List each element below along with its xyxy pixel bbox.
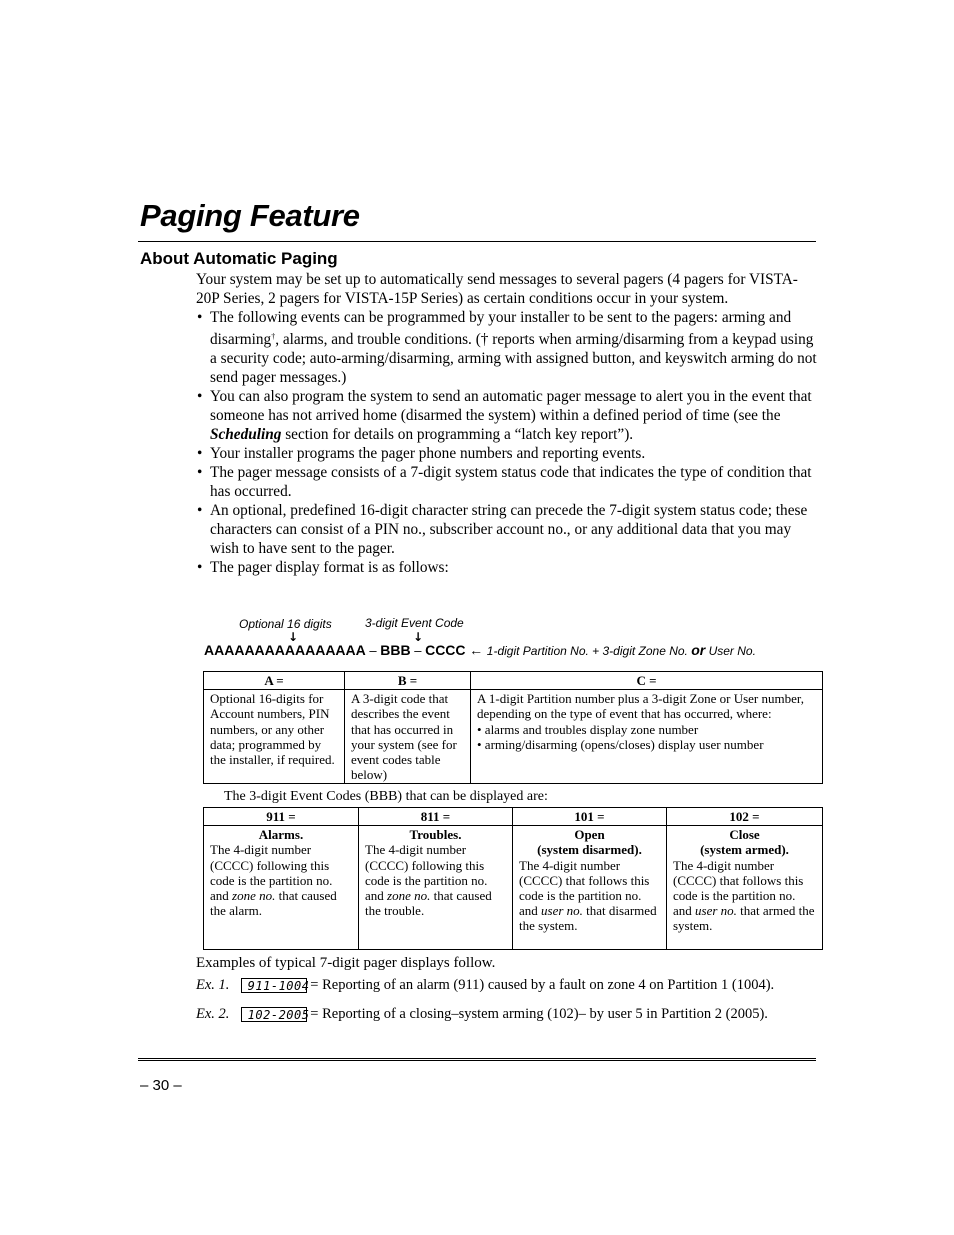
- pager-format-line: [204, 642, 756, 658]
- page-title: Paging Feature: [140, 198, 360, 233]
- list-item: • The pager display format is as follows:: [196, 558, 821, 577]
- arrow-left-icon: ←: [469, 642, 484, 658]
- label-optional-digits: Optional 16 digits: [239, 617, 332, 631]
- format-part-c: CCCC: [425, 642, 466, 658]
- format-dash: –: [369, 643, 377, 658]
- header-101: 101 =: [513, 808, 667, 826]
- cell-911: Alarms. The 4-digit number (CCCC) following this code is the partition no. and zone no. that caused the alarm.: [204, 826, 359, 950]
- bullet-list: [196, 308, 821, 577]
- example-1-text: = Reporting of an alarm (911) caused by a fault on zone 4 on Partition 1 (1004).: [310, 977, 775, 993]
- header-811: 811 =: [359, 808, 513, 826]
- table-row: [204, 690, 823, 784]
- header-a: A =: [204, 672, 345, 690]
- examples-intro: Examples of typical 7-digit pager displays follow.: [196, 955, 496, 971]
- header-b: B =: [345, 672, 471, 690]
- footer-rule: [138, 1058, 816, 1061]
- table-row: [204, 826, 823, 950]
- bullet-2-post: section for details on programming a “latch key report”).: [281, 426, 634, 443]
- cell-101: Open (system disarmed). The 4-digit number (CCCC) that follows this code is the partition no. and user no. that disarmed the system.: [513, 826, 667, 950]
- example-2-text: = Reporting of a closing–system arming (102)– by user 5 in Partition 2 (2005).: [310, 1006, 768, 1022]
- arrow-down-icon: ↓: [413, 630, 424, 644]
- list-item: [196, 308, 821, 387]
- list-item: • An optional, predefined 16-digit character string can precede the 7-digit system status code; these characters can consist of a PIN no., subscriber account no., or any additional data that you may wish to have sent to the pager.: [196, 501, 821, 558]
- pager-display: 911-1004: [241, 978, 307, 993]
- list-item: • Your installer programs the pager phone numbers and reporting events.: [196, 444, 821, 463]
- intro-paragraph: Your system may be set up to automatically send messages to several pagers (4 pagers for VISTA-20P Series, 2 pagers for VISTA-15P Series) as certain conditions occur in your system.: [196, 271, 798, 307]
- label-system-disarmed: (system disarmed).: [537, 842, 642, 858]
- section-heading: About Automatic Paging: [140, 249, 338, 268]
- cell-b-description: A 3-digit code that describes the event that has occurred in your system (see for event codes table below): [345, 690, 471, 784]
- format-note: 1-digit Partition No. + 3-digit Zone No. or User No.: [486, 642, 756, 658]
- header-c: C =: [471, 672, 823, 690]
- bullet-1-pre: The following events can be programmed by your installer to be sent to the pagers: arming and disarming: [210, 309, 792, 348]
- c-bullet-user: • arming/disarming (opens/closes) display user number: [477, 736, 764, 752]
- format-part-a: AAAAAAAAAAAAAAAA: [204, 642, 366, 658]
- example-1: [196, 977, 774, 994]
- example-2: [196, 1006, 768, 1023]
- cell-102: Close (system armed). The 4-digit number (CCCC) that follows this code is the partition no. and user no. that armed the system.: [667, 826, 823, 950]
- cell-811: Troubles. The 4-digit number (CCCC) following this code is the partition no. and zone no. that caused the trouble.: [359, 826, 513, 950]
- header-102: 102 =: [667, 808, 823, 826]
- pager-display: 102-2005: [241, 1007, 307, 1022]
- format-part-b: BBB: [380, 642, 411, 658]
- list-item: • The pager message consists of a 7-digit system status code that indicates the type of condition that has occurred.: [196, 463, 821, 501]
- example-1-label: Ex. 1.: [196, 977, 230, 993]
- list-item: [196, 387, 821, 444]
- body-text: [196, 270, 821, 577]
- c-bullet-zone: • alarms and troubles display zone number: [477, 721, 699, 737]
- bullet-1-post: , alarms, and trouble conditions. († reports when arming/disarming from a keypad using a security code; auto-arming/disarming, arming with assigned button, and keyswitch arming do not send pager messages.): [210, 331, 817, 386]
- label-close: Close: [729, 827, 760, 843]
- label-open: Open: [574, 827, 605, 843]
- format-dash: –: [414, 643, 422, 658]
- format-note-or: or: [691, 642, 706, 658]
- format-table: [203, 671, 823, 784]
- page-number: – 30 –: [140, 1077, 182, 1094]
- header-911: 911 =: [204, 808, 359, 826]
- event-codes-caption: The 3-digit Event Codes (BBB) that can be displayed are:: [224, 789, 548, 804]
- label-troubles: Troubles.: [409, 827, 462, 843]
- example-2-label: Ex. 2.: [196, 1006, 230, 1022]
- label-system-armed: (system armed).: [700, 842, 789, 858]
- cell-a-description: Optional 16-digits for Account numbers, PIN numbers, or any other data; programmed by the installer, if required.: [204, 690, 345, 784]
- label-event-code: 3-digit Event Code: [365, 616, 464, 630]
- scheduling-reference: Scheduling: [210, 426, 282, 443]
- table-header-row: [204, 808, 823, 826]
- title-rule: [138, 241, 816, 242]
- arrow-down-icon: ↓: [288, 630, 299, 644]
- cell-c-description: A 1-digit Partition number plus a 3-digit Zone or User number, depending on the type of event that has occurred, where: • alarms and troubles display zone number • arming/disarming (opens/closes) display user number: [471, 690, 823, 784]
- table-header-row: [204, 672, 823, 690]
- event-codes-table: [203, 807, 823, 950]
- label-alarms: Alarms.: [258, 827, 304, 843]
- bullet-2-pre: You can also program the system to send an automatic pager message to alert you in the event that someone has not arrived home (disarmed the system) within a defined period of time (see the: [210, 388, 812, 424]
- dagger-mark: †: [271, 332, 276, 341]
